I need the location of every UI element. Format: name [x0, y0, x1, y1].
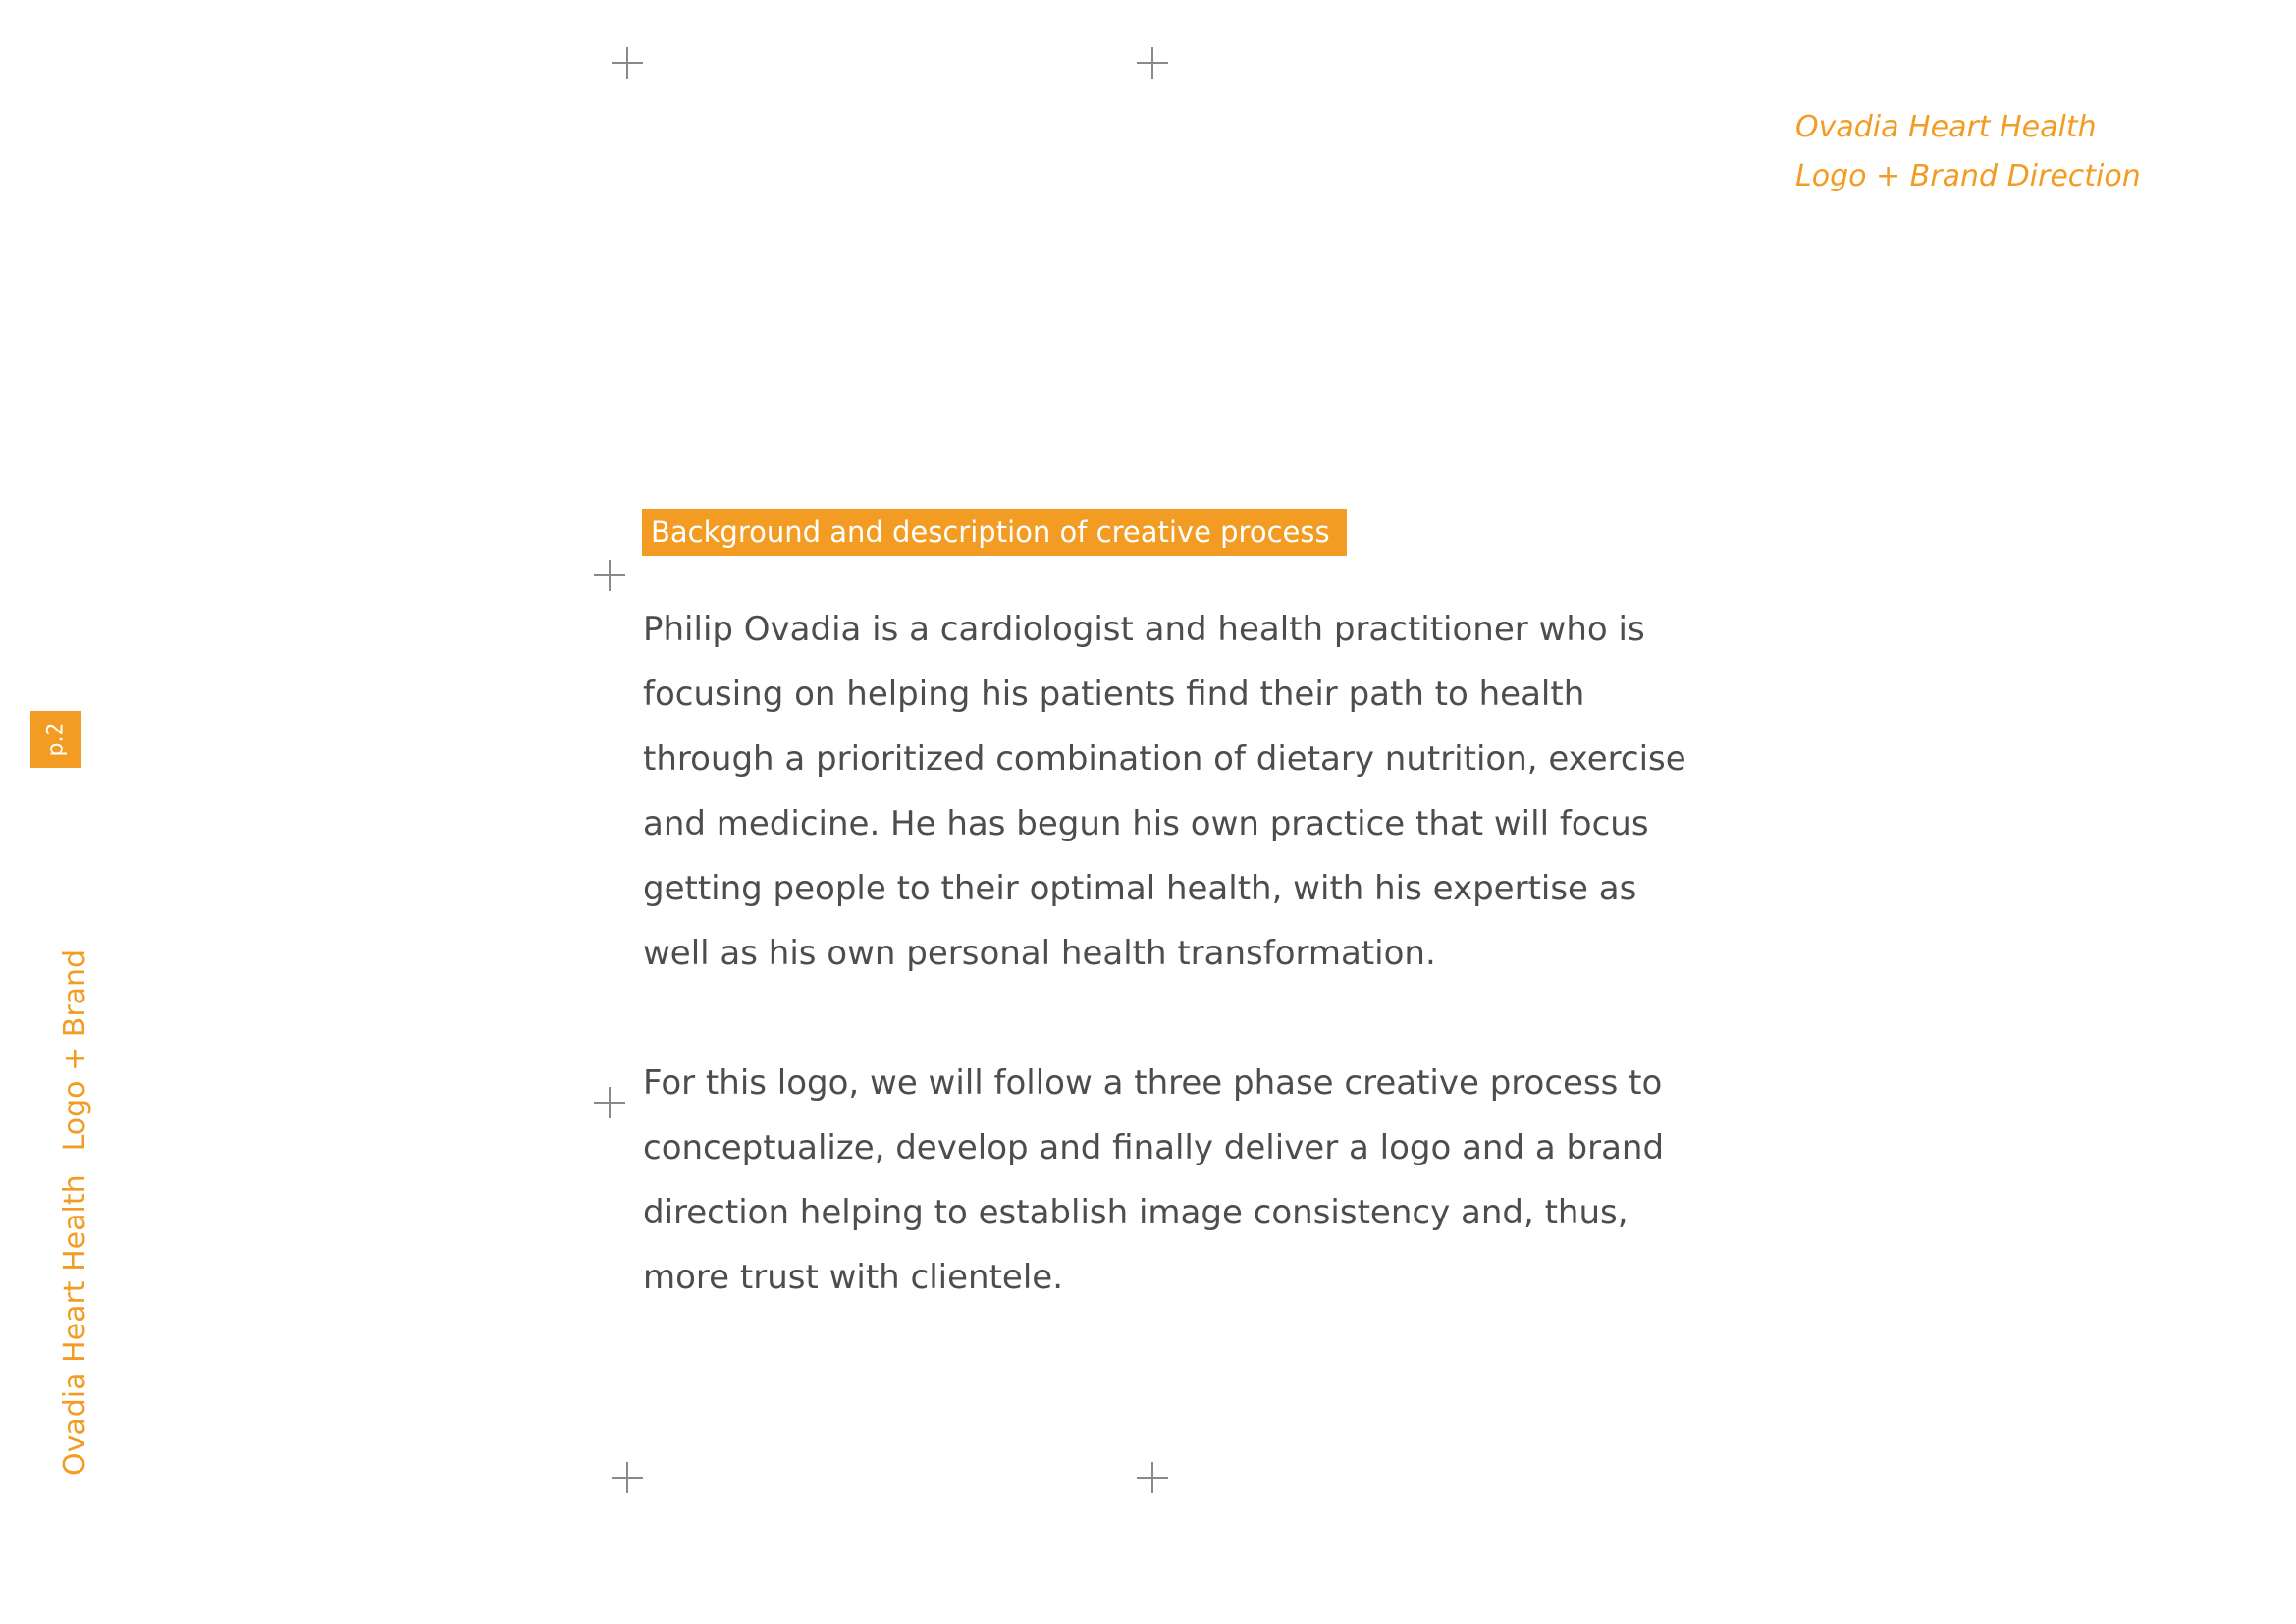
side-running-title	[59, 949, 92, 1476]
header-subtitle: Logo + Brand Direction	[1795, 159, 2141, 193]
page-number: p.2	[43, 722, 69, 757]
side-title-name: Ovadia Heart Health	[58, 1174, 92, 1476]
page-number-tab	[30, 711, 81, 768]
section-label: Background and description of creative process	[642, 509, 1347, 556]
body-paragraph-1: Philip Ovadia is a cardiologist and health practitioner who is focusing on helping his patients find their path to health through a prioritized combination of dietary nutrition, exercise and medicine. He has begun his own practice that will focus getting people to their optimal health, with his expertise as well as his own personal health transformation.	[643, 610, 1686, 973]
side-title-subject: Logo + Brand	[58, 948, 92, 1152]
body-paragraph-2: For this logo, we will follow a three phase creative process to conceptualize, develop and finally deliver a logo and a brand direction helping to establish image consistency and, thus, more trust with clientele.	[643, 1063, 1665, 1297]
crop-mark-bottom-right	[1137, 1462, 1168, 1493]
crop-mark-paragraph-2	[594, 1087, 625, 1118]
crop-mark-top-right	[1137, 47, 1168, 79]
crop-mark-bottom-left	[612, 1462, 643, 1493]
header-title: Ovadia Heart Health	[1795, 110, 2097, 144]
document-header	[1795, 103, 2141, 201]
crop-mark-top-left	[612, 47, 643, 79]
crop-mark-paragraph-1	[594, 560, 625, 591]
